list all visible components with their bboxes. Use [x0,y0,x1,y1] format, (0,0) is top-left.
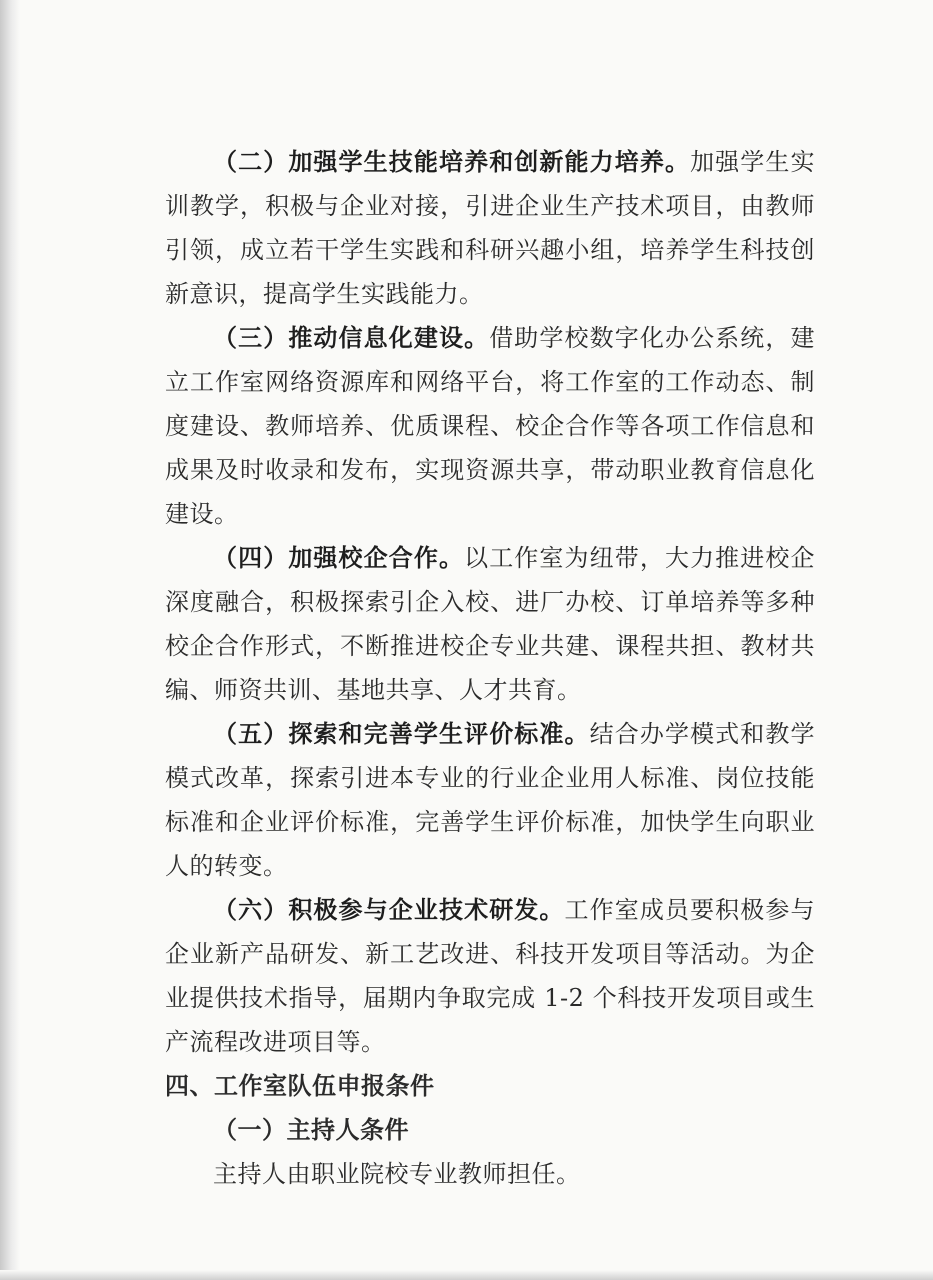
paragraph-text: 结合办学模式和教学模式改革，探索引进本专业的行业企业用人标准、岗位技能标准和企业评价标准，完善学生评价标准，加快学生向职业人的转变。 [165,720,816,880]
scan-edge-shadow [0,0,20,1280]
paragraph-evaluation-standard [165,712,815,888]
paragraph-text: 借助学校数字化办公系统，建立工作室网络资源库和网络平台，将工作室的工作动态、制度建设、教师培养、优质课程、校企合作等各项工作信息和成果及时收录和发布，实现资源共享，带动职业教育信息化建设。 [165,324,816,528]
paragraph-text: 以工作室为纽带，大力推进校企深度融合，积极探索引企入校、进厂办校、订单培养等多种校企合作形式，不断推进校企专业共建、课程共担、教材共编、师资共训、基地共享、人才共育。 [165,544,816,704]
paragraph-skills-training [165,140,815,316]
paragraph-lead: （三）推动信息化建设。 [213,323,490,352]
subsection-heading: （一）主持人条件 [213,1115,409,1144]
subsection-text: 主持人由职业院校专业教师担任。 [213,1160,581,1188]
paragraph-informatization [165,316,815,536]
section-heading: 四、工作室队伍申报条件 [165,1071,435,1100]
paragraph-lead: （五）探索和完善学生评价标准。 [213,719,590,748]
paragraph-tech-research [165,888,815,1064]
paragraph-text: 工作室成员要积极参与企业新产品研发、新工艺改进、科技开发项目等活动。为企业提供技术指导，届期内争取完成 1-2 个科技开发项目或生产流程改进项目等。 [165,896,816,1056]
paragraph-lead: （四）加强校企合作。 [213,543,465,572]
paragraph-lead: （二）加强学生技能培养和创新能力培养。 [213,147,691,176]
paragraph-school-enterprise [165,536,815,712]
document-body [165,140,815,1196]
paragraph-lead: （六）积极参与企业技术研发。 [213,895,565,924]
paragraph-text: 加强学生实训教学，积极与企业对接，引进企业生产技术项目，由教师引领，成立若干学生实践和科研兴趣小组，培养学生科技创新意识，提高学生实践能力。 [165,148,816,308]
scan-bottom-shadow [0,1270,933,1280]
